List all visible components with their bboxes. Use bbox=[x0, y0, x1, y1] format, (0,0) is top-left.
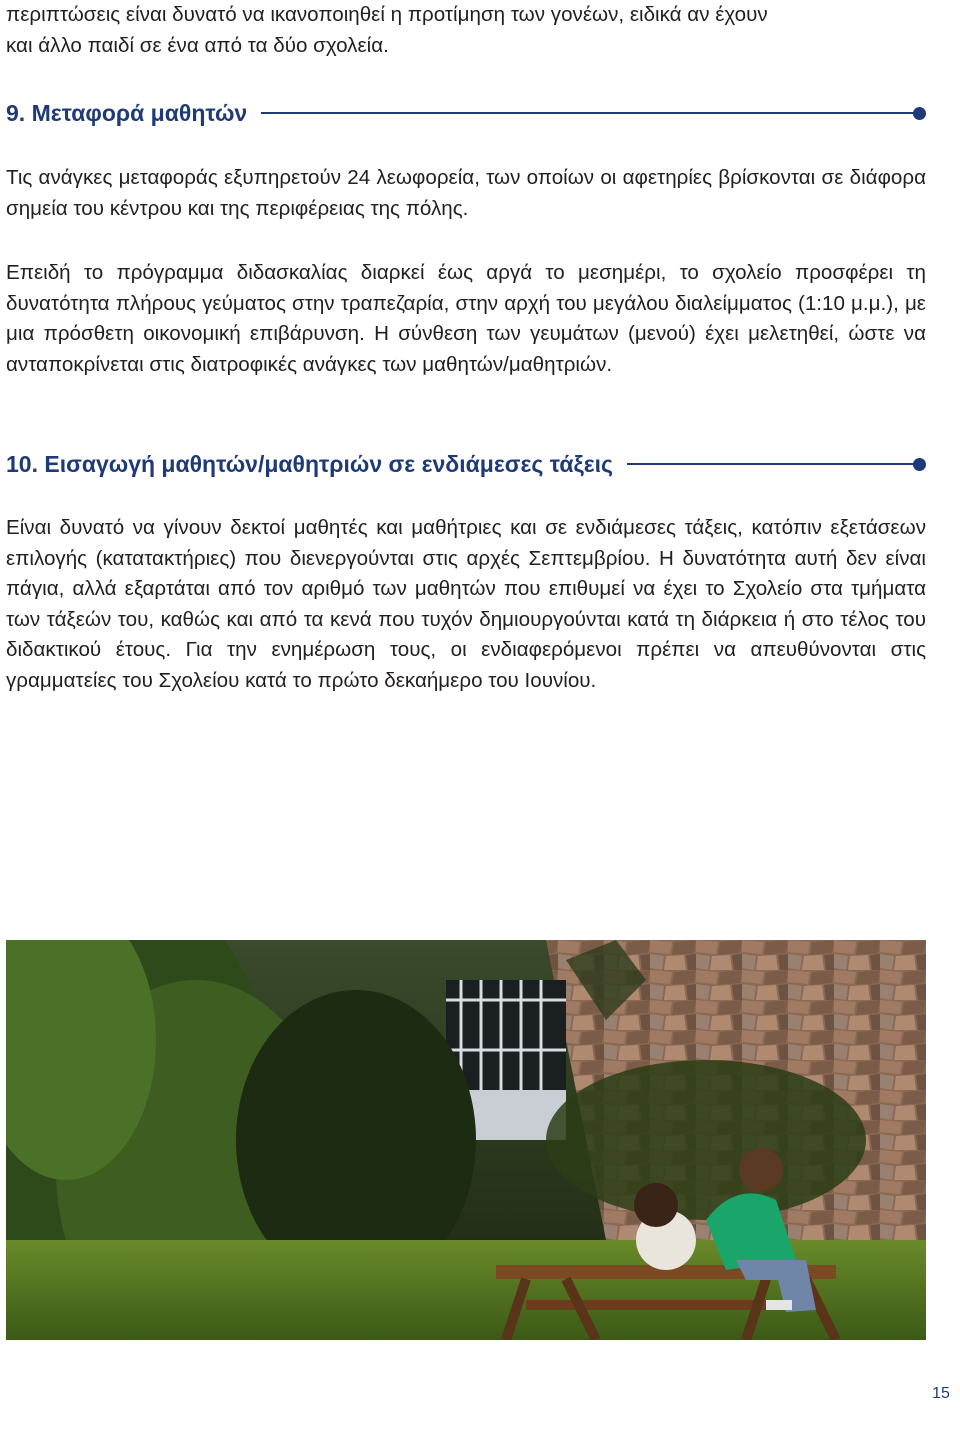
intro-paragraph bbox=[6, 0, 926, 61]
intro-line: περιπτώσεις είναι δυνατό να ικανοποιηθεί η προτίμηση των γονέων, ειδικά αν έχουν bbox=[6, 3, 768, 26]
heading-bullet-icon bbox=[913, 458, 926, 471]
section-heading-text: 9. Μεταφορά μαθητών bbox=[6, 99, 248, 126]
heading-rule bbox=[261, 112, 915, 114]
intro-line: και άλλο παιδί σε ένα από τα δύο σχολεία. bbox=[6, 33, 389, 57]
heading-rule bbox=[627, 463, 915, 465]
section-heading-admission bbox=[6, 447, 926, 481]
section-heading-transport bbox=[6, 96, 926, 130]
paragraph-admission: Είναι δυνατό να γίνουν δεκτοί μαθητές και μαθήτριες και σε ενδιάμεσες τάξεις, κατόπιν εξετάσεων επιλογής (κατατακτήριες) που διενεργούνται στις αρχές Σεπτεμβρίου. Η δυνατότητα αυτή δεν είναι πάγια, αλλά εξαρτάται από τον αριθμό των μαθητών που επιθυμεί να έχει το Σχολείο στα τμήματα των τάξεών του, καθώς και από τα κενά που τυχόν δημιουργούνται κατά τη διάρκεια ή στο τέλος του διδακτικού έτους. Για την ενημέρωση τους, οι ενδιαφερόμενοι πρέπει να απευθύνονται στις γραμματείες του Σχολείου κατά το πρώτο δεκαήμερο του Ιουνίου. bbox=[6, 516, 926, 692]
section-heading-text: 10. Εισαγωγή μαθητών/μαθητριών σε ενδιάμεσες τάξεις bbox=[6, 450, 614, 477]
photo-illustration bbox=[6, 940, 926, 1340]
page-number: 15 bbox=[932, 1385, 950, 1402]
paragraph-transport: Τις ανάγκες μεταφοράς εξυπηρετούν 24 λεωφορεία, των οποίων οι αφετηρίες βρίσκονται σε διάφορα σημεία του κέντρου και της περιφέρειας της πόλης. bbox=[6, 166, 926, 220]
paragraph-meals: Επειδή το πρόγραμμα διδασκαλίας διαρκεί έως αργά το μεσημέρι, το σχολείο προσφέρει τη δυνατότητα πλήρους γεύματος στην τραπεζαρία, στην αρχή του μεγάλου διαλείμματος (1:10 μ.μ.), με μια πρόσθετη οικονομική επιβάρυνση. Η σύνθεση των γευμάτων (μενού) έχει μελετηθεί, ώστε να ανταποκρίνεται στις διατροφικές ανάγκες των μαθητών/μαθητριών. bbox=[6, 261, 926, 376]
heading-bullet-icon bbox=[913, 107, 926, 120]
school-garden-photo bbox=[6, 940, 926, 1340]
